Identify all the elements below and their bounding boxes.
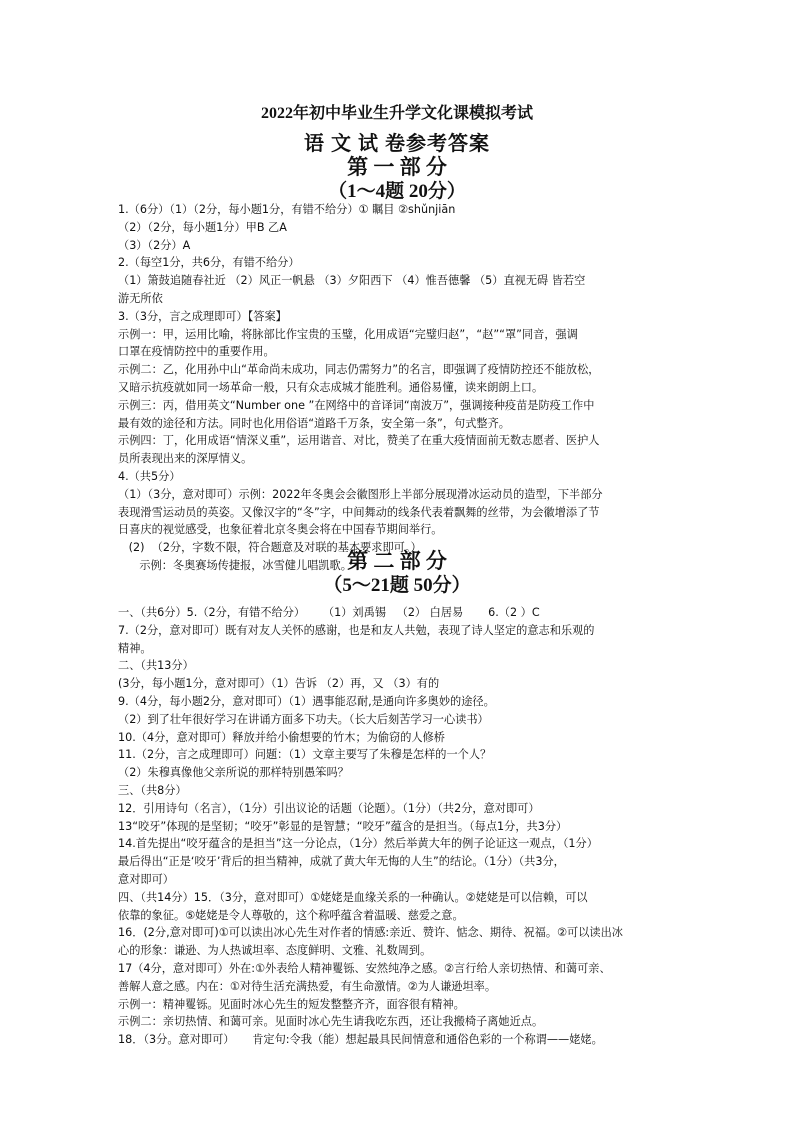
answer-line: （1）（3分，意对即可）示例：2022年冬奥会会徽图形上半部分展现滑冰运动员的造型，下半部分: [118, 487, 603, 501]
answer-line: （2）（2分，每小题1分）甲B 乙A: [118, 220, 287, 234]
answer-line: 最有效的途径和方法。同时也化用俗语“道路千万条，安全第一条”，句式整齐。: [118, 416, 510, 430]
answer-line: 16．(2分,意对即可)①可以读出冰心先生对作者的情感:亲近、赞许、惦念、期待、祝福。②可以读出冰: [118, 926, 623, 940]
answer-line: 示例二：亲切热情、和蔼可亲。见面时冰心先生请我吃东西，还让我搬椅子离她近点。: [118, 1015, 544, 1029]
answer-line: 心的形象：谦逊、为人热诚坦率、态度鲜明、文雅、礼数周到。: [118, 944, 432, 958]
answer-line: 善解人意之感。内在：①对待生活充满热爱，有生命激情。②为人谦逊坦率。: [118, 979, 497, 993]
exam-title: 2022年初中毕业生升学文化课模拟考试: [260, 105, 533, 122]
part2-answers: [118, 604, 678, 1049]
answer-line: 13“咬牙”体现的是坚韧；“咬牙”彰显的是智慧；“咬牙”蕴含的是担当。（每点1分，共3分）: [118, 819, 568, 833]
answer-line: (3分，每小题1分，意对即可）（1）告诉 （2）再，又 （3）有的: [118, 677, 440, 691]
answer-line: 11.（2分，言之成理即可）问题：（1）文章主要写了朱穆是怎样的一个人？: [118, 748, 492, 762]
answer-line: 18．（3分。意对即可） 肯定句:令我（能）想起最具民间情意和通俗色彩的一个称谓——姥姥。: [118, 1033, 603, 1047]
answer-line: 9.（4分，每小题2分，意对即可）（1）遇事能忍耐,是通向许多奥妙的途径。: [118, 694, 495, 708]
answer-line: 日喜庆的视觉感受，也象征着北京冬奥会将在中国春节期间举行。: [118, 523, 443, 537]
answer-line: 1.（6分）（1）（2分，每小题1分，有错不给分）① 瞩目 ②shǔnjiān: [118, 203, 456, 216]
answer-line: （3）（2分）A: [118, 238, 191, 252]
answer-line: 4.（共5分）: [118, 469, 181, 483]
answer-line: 游无所依: [118, 291, 163, 305]
part1-title: 第 一 部 分: [347, 155, 447, 179]
answer-line: 示例四：丁，化用成语“情深义重”，运用谐音、对比，赞美了在重大疫情面前无数志愿者、医护人: [118, 434, 600, 448]
part2-title: 第 二 部 分: [347, 549, 447, 573]
answer-line: （1）箫鼓追随春社近 （2）风正一帆悬 （3）夕阳西下 （4）惟吾德馨 （5）直视无碍 皆若空: [118, 274, 586, 288]
answer-key-title: 语 文 试 卷参考答案: [304, 133, 490, 155]
answer-line: 精神。: [118, 641, 152, 655]
answer-line: (2) （2分，字数不限，符合题意及对联的基本要求即可。）: [118, 541, 422, 555]
answer-line: 示例二：乙，化用孙中山“革命尚未成功，同志仍需努力”的名言，即强调了疫情防控还不能放松，: [118, 363, 600, 377]
answer-line: （2）朱穆真像他父亲所说的那样特别愚笨吗？: [118, 766, 349, 780]
answer-line: 口罩在疫情防控中的重要作用。: [118, 345, 275, 359]
answer-line: 14.首先提出“咬牙蕴含的是担当”这一分论点，（1分）然后举黄大年的例子论证这一观点，（1分）: [118, 837, 598, 851]
answer-line: 2.（每空1分，共6分，有错不给分）: [118, 256, 300, 270]
answer-line: 示例三：丙，借用英文“Number one ”在网络中的音译词“南波万”，强调接种疫苗是防疫工作中: [118, 398, 595, 412]
part1-answers: [118, 201, 678, 575]
answer-line: 一、（共6分）5.（2分，有错不给分） （1）刘禹锡 （2） 白居易 6.（2 ）C: [118, 606, 540, 619]
answer-line: 示例一：甲，运用比喻，将脉部比作宝贵的玉璧，化用成语“完璧归赵”，“赵”“罩”同音，强调: [118, 327, 578, 341]
answer-line: 10.（4分，意对即可）释放并给小偷想要的竹木；为偷窃的人修桥: [118, 730, 445, 744]
answer-line: 又暗示抗疫就如同一场革命一般，只有众志成城才能胜利。通俗易懂，读来朗朗上口。: [118, 380, 544, 394]
answer-line: 依靠的象征。⑤姥姥是令人尊敬的，这个称呼蕴含着温暖、慈爱之意。: [118, 908, 464, 922]
answer-line: 示例：冬奥赛场传捷报，冰雪健儿唱凯歌。: [118, 558, 352, 572]
answer-line: （2）到了壮年很好学习在讲诵方面多下功夫。（长大后刻苦学习一心读书）: [118, 712, 489, 726]
answer-line: 员所表现出来的深厚情义。: [118, 452, 253, 466]
part2-range: （5～21题 50分）: [323, 575, 471, 596]
answer-line: 表现滑雪运动员的英姿。又像汉字的“冬”字，中间舞动的线条代表着飘舞的丝带，为会徽增添了节: [118, 505, 600, 519]
answer-line: 17（4分，意对即可）外在:①外表给人精神矍铄、安然纯净之感。②言行给人亲切热情、和蔼可亲、: [118, 961, 611, 975]
answer-line: 12．引用诗句（名言），（1分）引出议论的话题（论题）。（1分）（共2分，意对即可）: [118, 801, 540, 815]
part1-range: （1～4题 20分）: [328, 181, 466, 202]
answer-line: 3.（3分，言之成理即可）【答案】: [118, 309, 287, 323]
answer-line: 7.（2分，意对即可）既有对友人关怀的感谢，也是和友人共勉，表现了诗人坚定的意志和乐观的: [118, 623, 595, 637]
answer-line: 四、（共14分）15．（3分，意对即可）①姥姥是血缘关系的一种确认。②姥姥是可以信赖，可以: [118, 890, 588, 904]
answer-line: 三、（共8分）: [118, 783, 187, 797]
answer-line: 意对即可）: [118, 872, 174, 886]
answer-line: 示例一：精神矍铄。见面时冰心先生的短发整整齐齐，面容很有精神。: [118, 997, 465, 1011]
answer-line: 二、（共13分）: [118, 659, 194, 673]
answer-line: 最后得出“正是‘咬牙’背后的担当精神，成就了黄大年无悔的人生”的结论。（1分）（共3分，: [118, 855, 565, 869]
